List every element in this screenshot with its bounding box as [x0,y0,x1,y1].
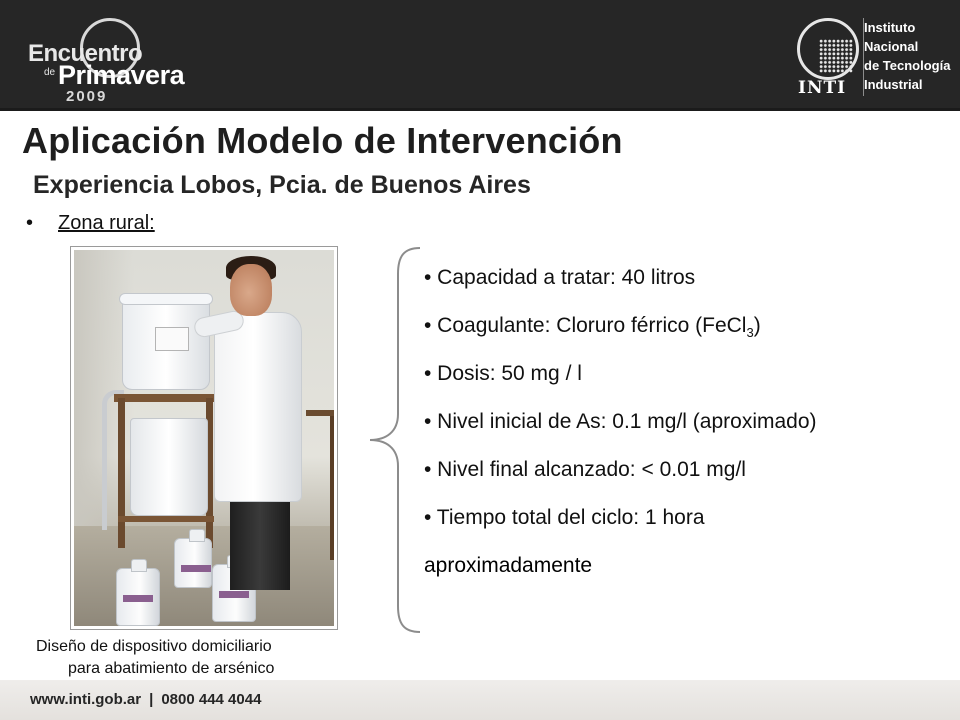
inti-name-line: Instituto [864,20,916,35]
detail-capacity: • Capacidad a tratar: 40 litros [424,266,696,289]
detail-coagulant-close: ) [753,314,761,337]
footer-phone: 0800 444 4044 [161,691,262,708]
footer-contact [30,691,261,708]
inti-emblem-icon [797,18,859,80]
header-bar [0,0,960,111]
inti-acronym: INTI [798,78,847,98]
inti-name-line: Nacional [864,39,919,54]
jug-tag [219,591,249,598]
caption-line-1: Diseño de dispositivo domiciliario [36,638,272,655]
detail-initial-level: • Nivel inicial de As: 0.1 mg/l (aproximado) [424,410,817,433]
treatment-details-list [424,266,944,578]
detail-cycle-time: • Tiempo total del ciclo: 1 hora [424,506,705,529]
inti-name-line: Industrial [864,77,923,92]
zone-bullet [26,212,155,235]
jug-tag [181,565,211,572]
inti-name-line: de Tecnología [864,58,951,73]
slide-title: Aplicación Modelo de Intervención [22,120,623,161]
inti-full-name [864,18,954,94]
logo-de: de [44,67,56,78]
slide-subtitle: Experiencia Lobos, Pcia. de Buenos Aires [33,171,531,199]
device-photo-frame [70,246,338,630]
footer-bar [0,680,960,720]
table-leg [330,416,334,560]
person-head [230,264,272,316]
footer-website: www.inti.gob.ar [30,691,142,708]
person-lab-coat [214,312,302,502]
photo-side-table [306,410,334,560]
device-photo [74,250,334,626]
detail-final-level: • Nivel final alcanzado: < 0.01 mg/l [424,458,746,481]
upper-bucket [122,298,210,390]
water-jug [116,568,160,626]
zone-label: Zona rural: [58,212,155,234]
curly-brace-icon [364,244,424,636]
footer-separator: | [149,691,154,708]
photo-caption [36,636,356,680]
detail-cycle-time-continued: aproximadamente [424,554,593,577]
stand-shelf [118,516,214,522]
jug-tag [123,595,153,602]
caption-line-2: para abatimiento de arsénico [68,660,275,677]
stand-leg-left [118,398,125,548]
bucket-lid [119,293,213,305]
person-legs [230,500,290,590]
encuentro-primavera-logo [22,12,185,105]
detail-coagulant-subscript: 3 [746,325,754,341]
logo-line2: Primavera [58,60,185,90]
inti-logo [792,14,952,100]
logo-year: 2009 [66,88,108,105]
water-jug [174,538,212,588]
lower-bucket [130,418,208,516]
logo-line1: Encuentro [28,40,143,67]
bullet-dot: • [26,212,34,234]
detail-coagulant [424,314,944,362]
detail-dose: • Dosis: 50 mg / l [424,362,582,385]
inti-dot-grid [819,39,853,73]
detail-coagulant-text: • Coagulante: Cloruro férrico (FeCl [424,314,747,337]
bucket-label [155,327,189,351]
stand-top [114,394,218,402]
